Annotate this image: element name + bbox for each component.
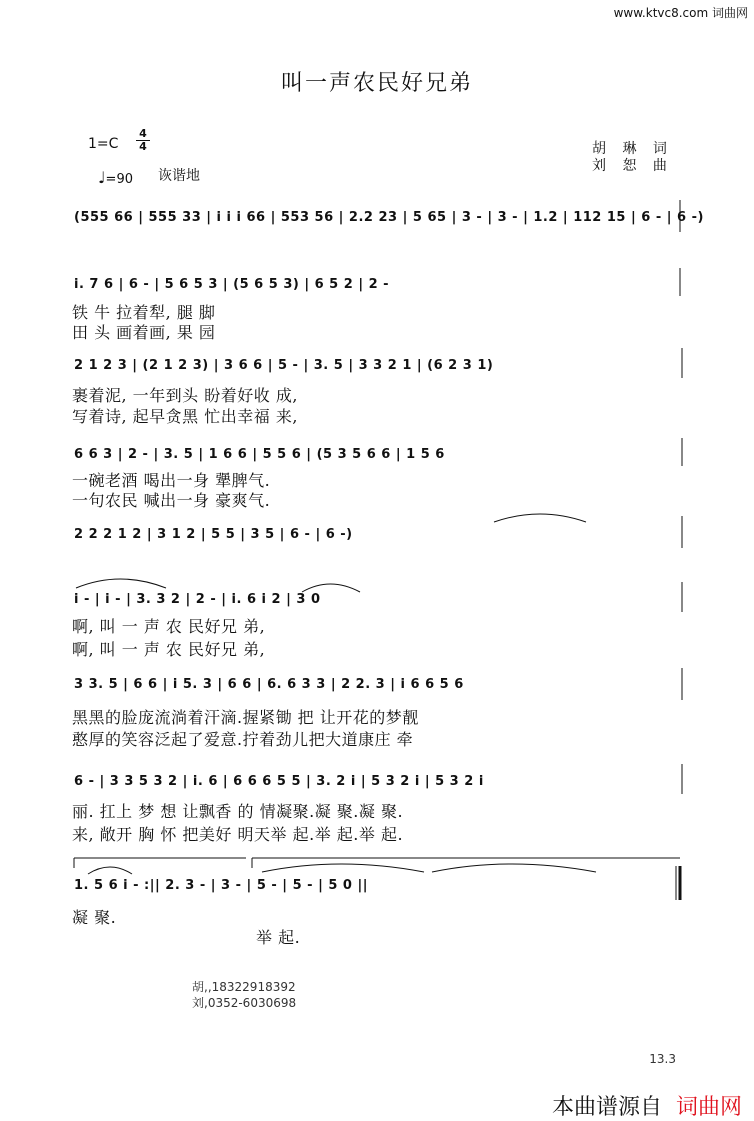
meter-top: 4 bbox=[139, 127, 147, 140]
staff-line-9: 1. 5 6 i - :|| 2. 3 - | 3 - | 5 - | 5 - | 5 0 || bbox=[74, 878, 368, 893]
lyricist-credit: 胡 琳 词 bbox=[592, 141, 673, 157]
staff-line-8: 6 - | 3 3 5 3 2 | i. 6 | 6 6 6 5 5 | 3. 2 i | 5 3 2 i | 5 3 2 i bbox=[74, 774, 484, 789]
lyric-line-9: 黑黑的脸庞流淌着汗滴.握紧锄 把 让开花的梦靓 bbox=[72, 708, 419, 727]
lyric-line-3: 裹着泥, 一年到头 盼着好收 成, bbox=[72, 386, 298, 405]
quarter-note-icon: ♩ bbox=[98, 168, 106, 187]
lyric-line-1: 铁 牛 拉着犁, 腿 脚 bbox=[72, 303, 216, 322]
contact-line-2: 刘,0352-6030698 bbox=[192, 996, 297, 1010]
lyric-line-14: 举 起. bbox=[256, 928, 301, 947]
staff-line-5: 2 2 2 1 2 | 3 1 2 | 5 5 | 3 5 | 6 - | 6 -) bbox=[74, 527, 353, 542]
meter-bottom: 4 bbox=[136, 140, 150, 153]
lyric-line-6: 一句农民 喊出一身 豪爽气. bbox=[72, 491, 271, 510]
lyric-line-10: 憨厚的笑容泛起了爱意.拧着劲儿把大道康庄 牵 bbox=[72, 730, 414, 749]
staff-line-3: 2 1 2 3 | (2 1 2 3) | 3 6 6 | 5 - | 3. 5 | 3 3 2 1 | (6 2 3 1) bbox=[74, 358, 494, 373]
footer-source: 本曲谱源自 bbox=[551, 1095, 662, 1120]
staff-line-6: i - | i - | 3. 3 2 | 2 - | i. 6 i 2 | 3 0 bbox=[74, 592, 321, 607]
lyric-line-2: 田 头 画着画, 果 园 bbox=[72, 323, 216, 342]
staff-line-1: (555 66 | 555 33 | i i i 66 | 553 56 | 2.2 23 | 5 65 | 3 - | 3 - | 1.2 | 112 15 | 6 - | 6 -) bbox=[74, 210, 704, 225]
score-date: 13.3 bbox=[649, 1052, 676, 1066]
site-watermark: www.ktvc8.com 词曲网 bbox=[613, 6, 748, 20]
lyric-line-11: 丽. 扛上 梦 想 让飘香 的 情凝聚.凝 聚.凝 聚. bbox=[72, 802, 404, 821]
tempo-value: =90 bbox=[105, 172, 133, 187]
footer-brand: 词曲网 bbox=[675, 1095, 742, 1120]
key-signature: 1=C bbox=[88, 136, 119, 152]
lyric-line-12: 来, 敞开 胸 怀 把美好 明天举 起.举 起.举 起. bbox=[72, 825, 404, 844]
lyric-line-13: 凝 聚. bbox=[72, 908, 117, 927]
song-title: 叫一声农民好兄弟 bbox=[280, 71, 473, 96]
lyric-line-8: 啊, 叫 一 声 农 民好兄 弟, bbox=[72, 640, 266, 659]
contact-line-1: 胡,,18322918392 bbox=[192, 980, 296, 994]
expression-mark: 诙谐地 bbox=[158, 168, 200, 184]
lyric-line-5: 一碗老酒 喝出一身 犟脾气. bbox=[72, 471, 271, 490]
staff-line-4: 6 6 3 | 2 - | 3. 5 | 1 6 6 | 5 5 6 | (5 3 5 6 6 | 1 5 6 bbox=[74, 447, 445, 462]
composer-credit: 刘 恕 曲 bbox=[592, 158, 673, 174]
staff-line-2: i. 7 6 | 6 - | 5 6 5 3 | (5 6 5 3) | 6 5 2 | 2 - bbox=[74, 277, 390, 292]
footer-banner bbox=[552, 1090, 742, 1121]
staff-line-7: 3 3. 5 | 6 6 | i 5. 3 | 6 6 | 6. 6 3 3 | 2 2. 3 | i 6 6 5 6 bbox=[74, 677, 464, 692]
lyric-line-7: 啊, 叫 一 声 农 民好兄 弟, bbox=[72, 617, 266, 636]
lyric-line-4: 写着诗, 起早贪黑 忙出幸福 来, bbox=[72, 407, 298, 426]
